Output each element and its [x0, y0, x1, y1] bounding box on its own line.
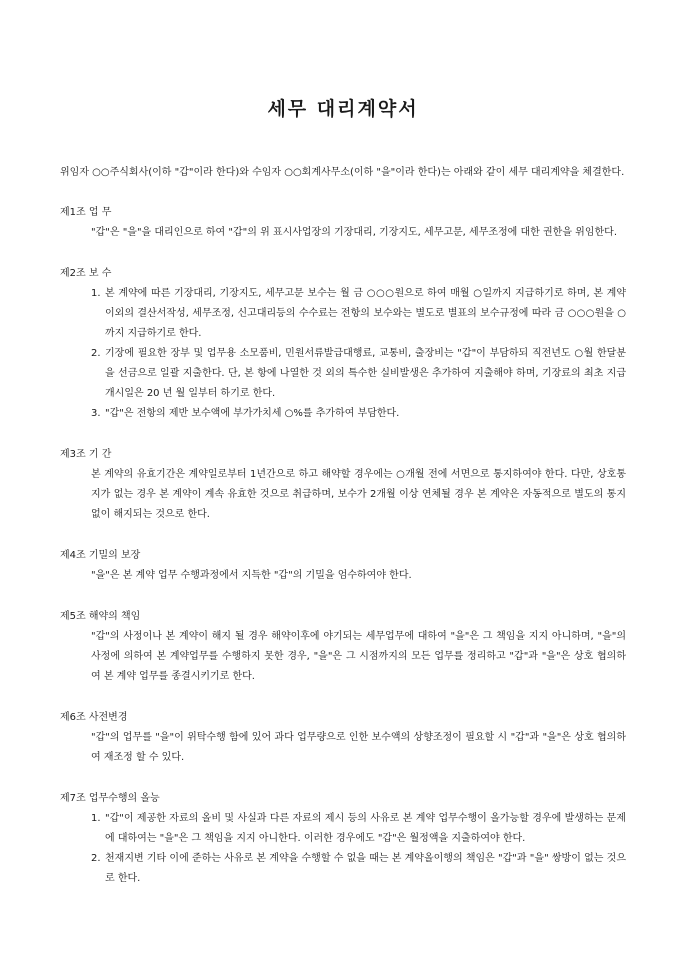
item-number: 1. — [91, 813, 101, 824]
article-body: "을"은 본 계약 업무 수행과정에서 지득한 "갑"의 기밀을 엄수하여야 한다. — [91, 570, 412, 581]
item-number: 2. — [91, 853, 101, 864]
article-1 — [60, 203, 626, 243]
article-heading: 제1조 업 무 — [60, 207, 112, 218]
article-heading: 제6조 사전변경 — [60, 712, 128, 723]
article-body: "갑"은 "을"을 대리인으로 하여 "갑"의 위 표시사업장의 기장대리, 기장지도, 세무고문, 세무조정에 대한 권한을 위임한다. — [91, 227, 617, 238]
document-title: 세무 대리계약서 — [267, 98, 419, 120]
article-3 — [60, 445, 626, 525]
item-number: 2. — [91, 348, 101, 359]
item-text: 본 계약에 따른 기장대리, 기장지도, 세무고문 보수는 월 금 ○○○원으로 하여 매월 ○일까지 지급하기로 하며, 본 계약 이외의 결산서작성, 세무조정, 신고대리등의 수수료는 전항의 보수와는 별도로 별표의 보수규정에 따라 금 ○○○원을 ○까지 지급하기로 한다. — [105, 288, 626, 339]
item-text: 천재지변 기타 이에 준하는 사유로 본 계약을 수행할 수 없을 때는 본 계약올이행의 책임은 "갑"과 "을" 쌍방이 없는 것으로 한다. — [105, 853, 626, 884]
article-6 — [60, 708, 626, 768]
article-item-list — [60, 809, 626, 889]
article-body: "갑"의 업무를 "을"이 위탁수행 함에 있어 과다 업무량으로 인한 보수액의 상향조정이 필요할 시 "갑"과 "을"은 상호 협의하여 재조정 할 수 있다. — [91, 732, 626, 763]
article-item-list — [60, 284, 626, 424]
item-text: "갑"이 제공한 자료의 올비 및 사실과 다른 자료의 제시 등의 사유로 본 계약 업무수행이 올가능할 경우에 발생하는 문제에 대하여는 "을"은 그 책임을 지지 아니한다. 이러한 경우에도 "갑"은 월정액을 지출하여야 한다. — [105, 813, 626, 844]
item-number: 1. — [91, 288, 101, 299]
article-heading: 제7조 업무수행의 올능 — [60, 793, 160, 804]
article-heading: 제2조 보 수 — [60, 268, 112, 279]
list-item — [91, 809, 626, 849]
item-number: 3. — [91, 408, 101, 419]
article-body: 본 계약의 유효기간은 계약일로부터 1년간으로 하고 해약할 경우에는 ○개월 전에 서면으로 통지하여야 한다. 다만, 상호통지가 없는 경우 본 계약이 계속 유효한 것으로 취급하며, 보수가 2개월 이상 연체될 경우 본 계약은 자동적으로 별도의 통지 없이 해지되는 것으로 한다. — [91, 469, 626, 520]
intro-paragraph: 위임자 ○○주식회사(이하 "갑"이라 한다)와 수임자 ○○회계사무소(이하 "을"이라 한다)는 아래와 같이 세무 대리계약을 체결한다. — [60, 167, 625, 178]
article-4 — [60, 546, 626, 586]
item-text: "갑"은 전항의 제반 보수액에 부가가치세 ○%를 추가하여 부담한다. — [105, 408, 400, 419]
article-7 — [60, 789, 626, 889]
article-body: "갑"의 사정이나 본 계약이 해지 될 경우 해약이후에 야기되는 세무업무에 대하여 "을"은 그 책임을 지지 아니하며, "을"의 사정에 의하여 본 계약업무를 수행하지 못한 경우, "을"은 그 시점까지의 모든 업무를 정리하고 "갑"과 "을"은 상호 협의하여 본 계약 업무를 종결시키기로 한다. — [91, 631, 626, 682]
article-heading: 제5조 해약의 책임 — [60, 611, 141, 622]
article-2 — [60, 264, 626, 424]
item-text: 기장에 필요한 장부 및 업무용 소모품비, 민원서류발급대행료, 교통비, 출장비는 "갑"이 부담하되 직전년도 ○월 한달분을 선금으로 일괄 지출한다. 단, 본 항에 나열한 것 외의 특수한 실비발생은 추가하여 지출해야 하며, 기장료의 최초 지급개시일은 20 년 월 일부터 하기로 한다. — [105, 348, 626, 399]
article-heading: 제4조 기밀의 보장 — [60, 550, 141, 561]
list-item — [91, 344, 626, 404]
article-heading: 제3조 기 간 — [60, 449, 112, 460]
article-5 — [60, 607, 626, 687]
list-item — [91, 404, 626, 424]
list-item — [91, 284, 626, 344]
list-item — [91, 849, 626, 889]
